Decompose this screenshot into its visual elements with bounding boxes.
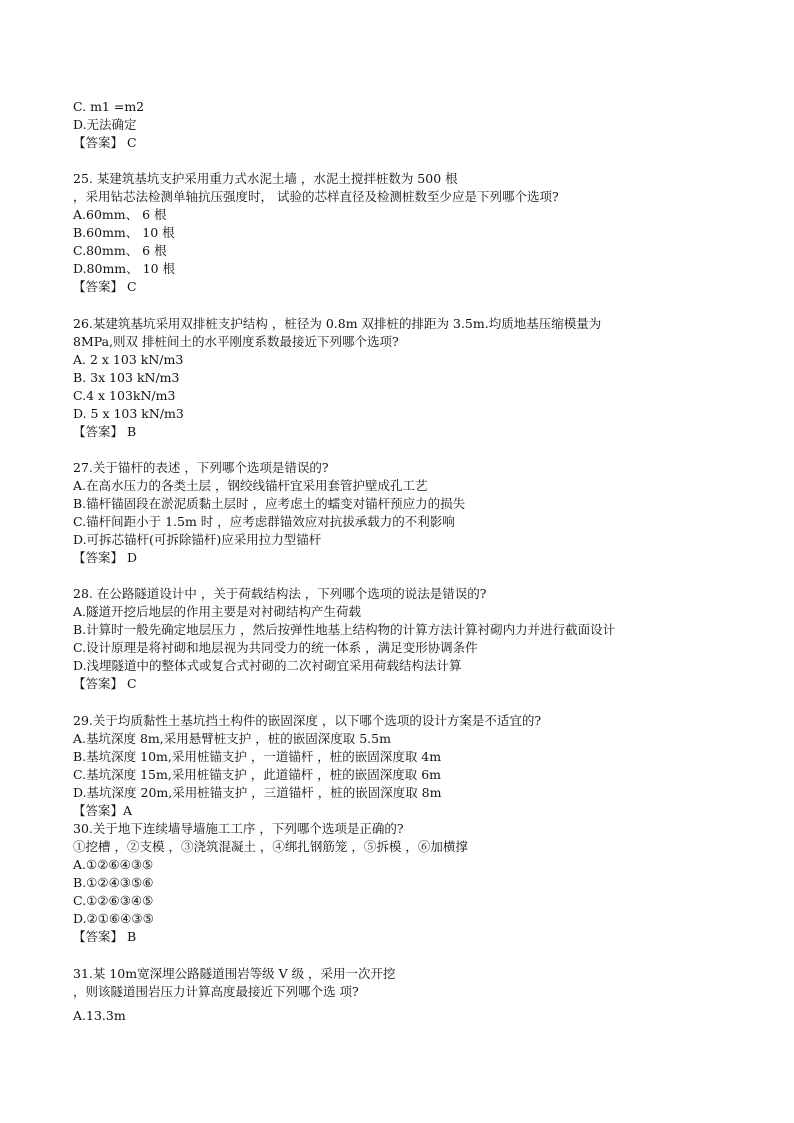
text-line: B.基坑深度 10m,采用桩锚支护 ，一道锚杆 ，桩的嵌固深度取 4m bbox=[73, 749, 442, 764]
text-line: D.可拆芯锚杆(可拆除锚杆)应采用拉力型锚杆 bbox=[73, 532, 322, 547]
text-line: B.锚杆锚固段在淤泥质黏土层时 ，应考虑土的蠕变对锚杆预应力的损失 bbox=[73, 496, 466, 511]
text-line: A.13.3m bbox=[73, 1008, 126, 1023]
text-line: 27.关于锚杆的表述 ，下列哪个选项是错误的? bbox=[73, 460, 329, 475]
text-line: 【答案】 D bbox=[73, 550, 137, 565]
text-line: 【答案】 C bbox=[73, 676, 137, 691]
text-line: D.基坑深度 20m,采用桩锚支护 ，三道锚杆 ，桩的嵌固深度取 8m bbox=[73, 785, 442, 800]
text-line: D.②①⑥④③⑤ bbox=[73, 911, 154, 926]
text-line: C.80mm、 6 根 bbox=[73, 243, 167, 258]
text-line: D.无法确定 bbox=[73, 117, 137, 132]
text-line: B.60mm、 10 根 bbox=[73, 225, 175, 240]
text-line: C.①②⑥③④⑤ bbox=[73, 893, 154, 908]
text-line: A.基坑深度 8m,采用悬臂桩支护 ，桩的嵌固深度取 5.5m bbox=[73, 731, 391, 746]
text-line: C.4 x 103kN/m3 bbox=[73, 388, 176, 403]
text-line: ，采用钻芯法检测单轴抗压强度时， 试验的芯样直径及检测桩数至少应是下列哪个选项? bbox=[73, 189, 559, 204]
text-line: 【答案】A bbox=[73, 803, 133, 818]
text-line: C. m1 =m2 bbox=[73, 99, 145, 114]
text-line: 8MPa,则双 排桩间土的水平刚度系数最接近下列哪个选项? bbox=[73, 334, 399, 349]
text-line: 25. 某建筑基坑支护采用重力式水泥土墙 ，水泥土搅拌桩数为 500 根 bbox=[73, 171, 458, 186]
text-line: ，则该隧道围岩压力计算高度最接近下列哪个选 项? bbox=[73, 984, 359, 999]
text-line: 【答案】 C bbox=[73, 279, 137, 294]
text-line: 26.某建筑基坑采用双排桩支护结构 ，桩径为 0.8m 双排桩的排距为 3.5m.均质地基压缩模量为 bbox=[73, 316, 602, 331]
text-line: C.基坑深度 15m,采用桩锚支护 ，此道锚杆 ，桩的嵌固深度取 6m bbox=[73, 767, 442, 782]
text-line: 【答案】 B bbox=[73, 424, 137, 439]
text-line: B.计算时一般先确定地层压力 ，然后按弹性地基上结构物的计算方法计算衬砌内力并进行截面设计 bbox=[73, 622, 616, 637]
text-line: A.隧道开挖后地层的作用主要是对衬砌结构产生荷载 bbox=[73, 604, 362, 619]
text-line: C.锚杆间距小于 1.5m 时 ，应考虑群锚效应对抗拔承载力的不利影响 bbox=[73, 514, 455, 529]
text-line: A. 2 x 103 kN/m3 bbox=[73, 352, 184, 367]
text-line: A.60mm、 6 根 bbox=[73, 207, 167, 222]
text-line: 31.某 10m宽深埋公路隧道围岩等级 V 级 ，采用一次开挖 bbox=[73, 966, 396, 981]
text-line: A.①②⑥④③⑤ bbox=[73, 857, 154, 872]
text-line: C.设计原理是将衬砌和地层视为共同受力的统一体系 ，满足变形协调条件 bbox=[73, 640, 478, 655]
text-line: D. 5 x 103 kN/m3 bbox=[73, 406, 184, 421]
text-line: A.在高水压力的各类土层 ，钢绞线锚杆宜采用套管护壁成孔工艺 bbox=[73, 478, 428, 493]
text-line: 29.关于均质黏性土基坑挡土构件的嵌固深度 ，以下哪个选项的设计方案是不适宜的? bbox=[73, 713, 542, 728]
text-line: B.①②④③⑤⑥ bbox=[73, 875, 154, 890]
text-line: B. 3x 103 kN/m3 bbox=[73, 370, 180, 385]
text-line: D.浅埋隧道中的整体式或复合式衬砌的二次衬砌宜采用荷载结构法计算 bbox=[73, 658, 462, 673]
text-line: 28. 在公路隧道设计中 ，关于荷载结构法 ，下列哪个选项的说法是错误的? bbox=[73, 586, 487, 601]
text-line: 【答案】 B bbox=[73, 929, 137, 944]
text-line: D.80mm、 10 根 bbox=[73, 261, 176, 276]
text-line: ①挖槽 ，②支模 ，③浇筑混凝土 ，④绑扎钢筋笼 ，⑤拆模 ，⑥加横撑 bbox=[73, 839, 468, 854]
text-line: 【答案】 C bbox=[73, 135, 137, 150]
text-line: 30.关于地下连续墙导墙施工工序 ，下列哪个选项是正确的? bbox=[73, 821, 404, 836]
